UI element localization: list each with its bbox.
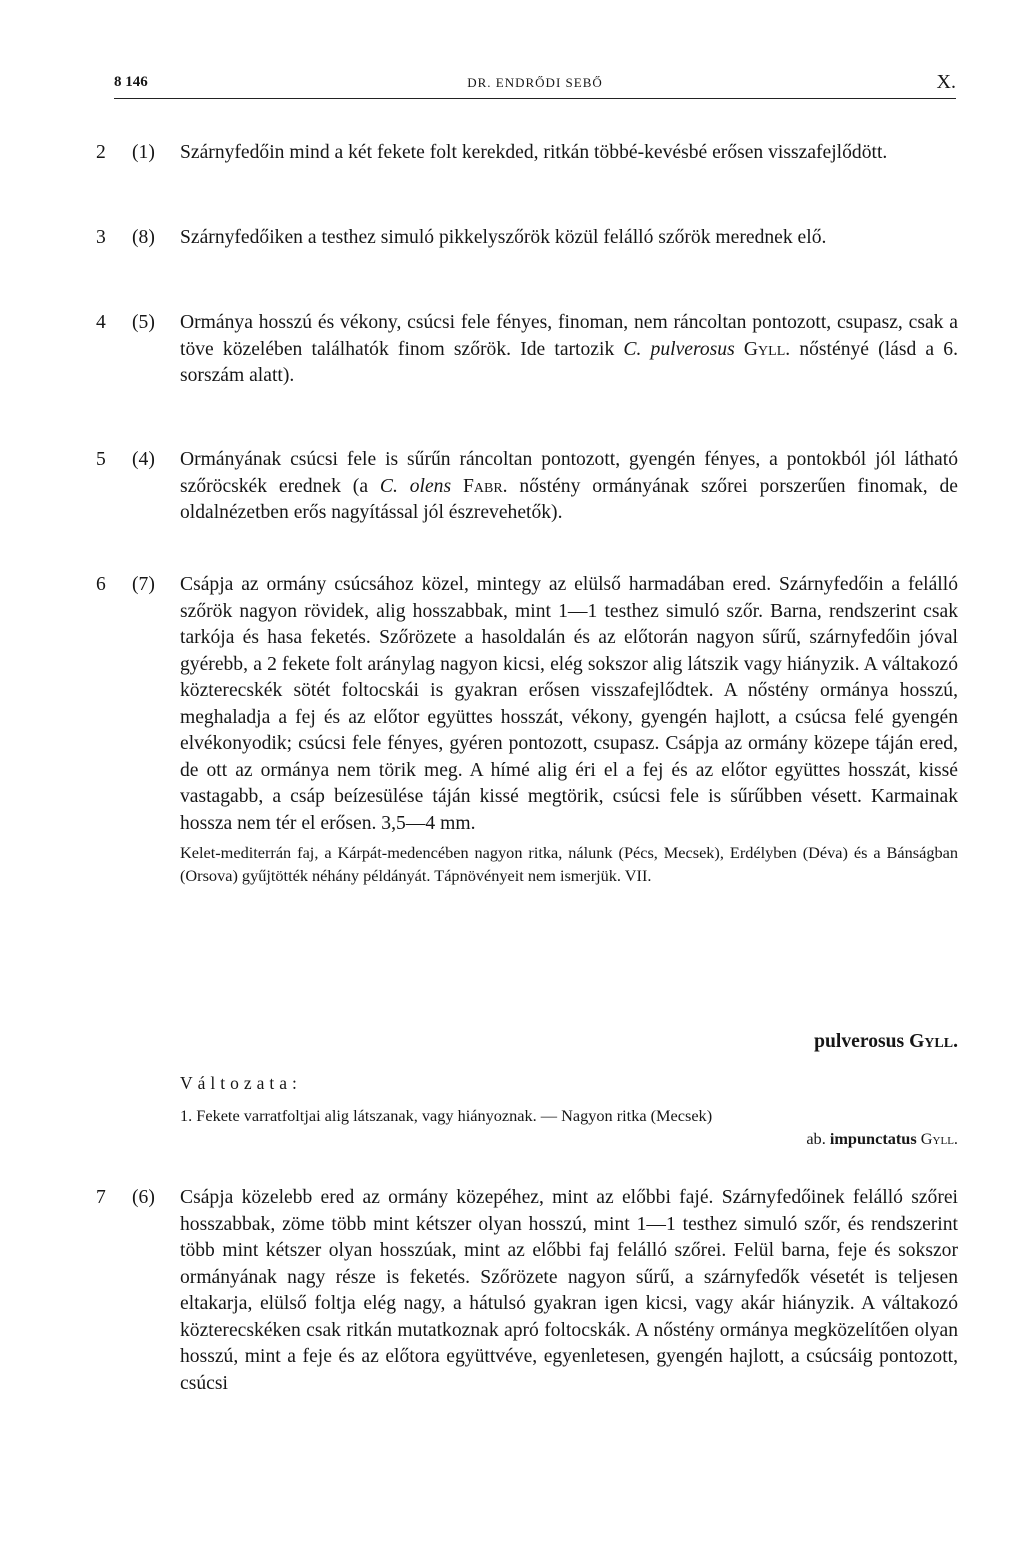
entry-reference: (8) <box>132 227 155 248</box>
key-entry <box>96 447 958 527</box>
key-entry <box>96 140 958 167</box>
key-entry <box>96 225 958 252</box>
entry-number: 6 <box>96 574 106 595</box>
entry-reference: (5) <box>132 312 155 333</box>
entry-text: Ormánya hosszú és vékony, csúcsi fele fényes, finoman, nem ráncoltan pontozott, csupasz, csak a töve közelében találhatók finom szőrök. Ide tartozik C. pulverosus Gyll. nőstényé (lásd a 6. sorszám alatt). <box>180 312 958 386</box>
entry-text: Ormányának csúcsi fele is sűrűn ráncoltan pontozott, gyengén fényes, a pontokból jól látható szőröcskék erednek (a C. olens Fabr. nőstény ormányának szőrei porszerűen finomak, de oldalnézetben erős nagyítással jól észrevehetők). <box>180 449 958 523</box>
entry-number: 2 <box>96 142 106 163</box>
entry-text: Csápja közelebb ered az ormány közepéhez, mint az előbbi fajé. Szárnyfedőinek felálló szőrei hosszabbak, zöme több mint kétszer olyan hosszú, mint 1—1 testhez simuló szőr, és rendszerint több mint kétszer olyan hosszúak, mint az előbbi faj felálló szőrei. Felül barna, feje és sokszor ormányának nagy része is feketés. Szőrözete nagyon sűrű, a szárnyfedők vésetét is teljesen eltakarja, elülső foltja elég nagy, a hátulsó gyakran igen kicsi, vagy akár hiányzik. A váltakozó közterecskéken csak ritkán mutatkoznak apró foltocskák. A nőstény ormánya megközelítően olyan hosszú, mint a feje és az előtora együttvéve, egyenletesen, gyengén hajlott, a csúcsáig pontozott, csúcsi <box>180 1187 958 1394</box>
taxon-name: C. pulverosus <box>623 338 735 360</box>
key-entry <box>96 572 958 837</box>
entry-number: 7 <box>96 1187 106 1208</box>
running-title: DR. ENDRŐDI SEBŐ <box>467 75 603 90</box>
entry-reference: (7) <box>132 574 155 595</box>
taxon-name: C. olens <box>379 475 452 497</box>
variant-text: 1. Fekete varratfoltjai alig látszanak, vagy hiányoznak. — Nagyon ritka (Mecsek) <box>180 1106 713 1125</box>
key-entry <box>96 310 958 390</box>
chapter-number: X. <box>936 71 956 93</box>
variant-aberration: ab. impunctatus Gyll. <box>806 1129 958 1148</box>
taxon-author: Fabr. <box>462 475 508 497</box>
entry-reference: (6) <box>132 1187 155 1208</box>
species-heading <box>814 1031 958 1053</box>
entry-reference: (1) <box>132 142 155 163</box>
distribution-note: Kelet-mediterrán faj, a Kárpát-medencében nagyon ritka, nálunk (Pécs, Mecsek), Erdélyben (Déva) és a Bánságban (Orsova) gyűjtötték néhány példányát. Tápnövényeit nem ismerjük. VII. <box>180 843 958 885</box>
variants-label: Változata: <box>180 1073 302 1093</box>
variant-item <box>180 1104 958 1150</box>
entry-text: Csápja az ormány csúcsához közel, mintegy az elülső harmadában ered. Szárnyfedőin a felálló szőrök nagyon rövidek, alig hosszabbak, mint 1—1 testhez simuló szőr. Barna, rendszerint csak tarkója és hasa feketés. Szőrözete a hasoldalán és az előtorán nagyon sűrű, szárnyfedőin jóval gyérebb, a 2 fekete folt aránylag nagyon kicsi, elég sokszor alig látszik vagy hiányzik. A váltakozó közterecskék sötét foltocskái is gyakran erősen visszafejlődtek. A nőstény ormánya hosszú, meghaladja a fej és az előtor együttes hosszát, vékony, gyengén hajlott, a csúcsa felé gyengén elvékonyodik; csúcsi fele fényes, gyéren pontozott, csupasz. Csápja az ormány közepe táján ered, de ott az ormánya nem törik meg. A hímé alig éri el a fej és az előtor együttes hosszát, kissé vastagabb, a csáp beízesülése táján kissé megtörik, csúcsi fele is sűrűbben vésett. Karmainak hossza nem tér el erősen. 3,5—4 mm. <box>180 574 958 834</box>
entry-number: 3 <box>96 227 106 248</box>
entry-reference: (4) <box>132 449 155 470</box>
entry-number: 5 <box>96 449 106 470</box>
species-author: Gyll. <box>909 1031 958 1052</box>
key-entry <box>96 1185 958 1397</box>
entry-text: Szárnyfedőiken a testhez simuló pikkelyszőrök közül felálló szőrök merednek elő. <box>180 227 827 248</box>
page-number: 8 146 <box>114 74 148 90</box>
species-name: pulverosus <box>814 1031 905 1052</box>
entry-text: Szárnyfedőin mind a két fekete folt kerekded, ritkán többé-kevésbé erősen visszafejlődött. <box>180 142 888 163</box>
taxon-author: Gyll. <box>743 338 791 360</box>
entry-number: 4 <box>96 312 106 333</box>
running-header <box>114 71 956 99</box>
